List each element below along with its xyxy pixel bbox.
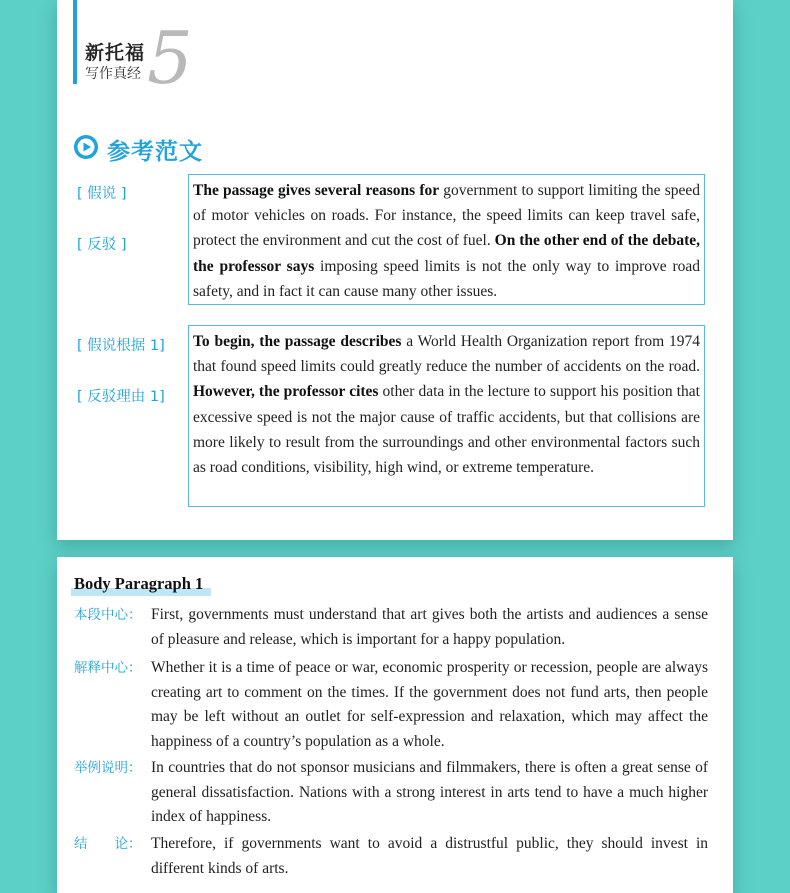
outline-label: 结 论： — [74, 836, 142, 852]
text-span: other data in the lecture to support his position that excessive speed is not the major cause of traffic accidents, but that collisions are more likely to result from the surroundings and other environmental factors such as road conditions, visibility, high wind, or extreme temperature. — [193, 383, 700, 477]
outline-row-example — [74, 756, 708, 830]
tag-rebuttal: [ 反驳 ] — [77, 237, 127, 253]
essay-paragraph-point-1 — [193, 329, 700, 480]
outline-label: 举例说明： — [74, 760, 142, 776]
play-circle-icon — [74, 135, 98, 159]
chapter-number: 5 — [147, 16, 193, 100]
outline-text: In countries that do not sponsor musicians and filmmakers, there is often a great sense of general dissatisfaction. Nations with a strong interest in arts tend to have a much higher index of happiness. — [151, 759, 708, 825]
bold-phrase: However, the professor cites — [193, 383, 379, 401]
outline-row-explanation — [74, 656, 708, 754]
tag-hypothesis-basis-1: [ 假说根据 1] — [77, 338, 165, 354]
bold-phrase: To begin, the passage describes — [193, 333, 402, 350]
section-title: 参考范文 — [107, 139, 203, 165]
text-span: a World Health Organization report from 1974 that found speed limits could greatly reduce the number of accidents on the road. — [193, 333, 701, 376]
page-card-top — [57, 0, 733, 540]
essay-paragraph-intro — [193, 178, 700, 304]
brand-subtitle: 写作真经 — [85, 66, 141, 82]
body-paragraph-heading: Body Paragraph 1 — [74, 574, 204, 593]
essay-box-point-1 — [188, 325, 705, 507]
outline-text: Whether it is a time of peace or war, economic prosperity or recession, people are always creating art to comment on the times. If the government does not fund arts, then people may be left without an outlet for self-expression and relaxation, which may affect the happiness of a country’s population as a whole. — [151, 659, 708, 750]
text-span: government to support limiting the speed of motor vehicles on roads. For instance, the speed limits can keep travel safe, protect the environment and cut the cost of fuel. — [193, 182, 701, 250]
outline-row-main-idea — [74, 603, 708, 652]
tag-hypothesis: [ 假说 ] — [77, 186, 127, 202]
tag-rebuttal-reason-1: [ 反驳理由 1] — [77, 389, 165, 405]
outline-text: Therefore, if governments want to avoid a distrustful public, they should invest in different kinds of arts. — [151, 835, 708, 877]
bold-phrase: The passage gives several reasons for — [193, 182, 440, 199]
header-accent-bar — [73, 0, 77, 84]
essay-box-intro — [188, 174, 705, 305]
outline-row-conclusion — [74, 832, 708, 881]
outline-label: 本段中心： — [74, 607, 142, 623]
bold-phrase: On the other end of the debate, the professor says — [193, 232, 700, 275]
outline-text: First, governments must understand that art gives both the artists and audiences a sense of pleasure and release, which is important for a happy population. — [151, 606, 708, 648]
outline-label: 解释中心： — [74, 660, 142, 676]
text-span: imposing speed limits is not the only way to improve road safety, and in fact it can cause many other issues. — [193, 257, 700, 300]
brand-title: 新托福 — [85, 42, 146, 64]
